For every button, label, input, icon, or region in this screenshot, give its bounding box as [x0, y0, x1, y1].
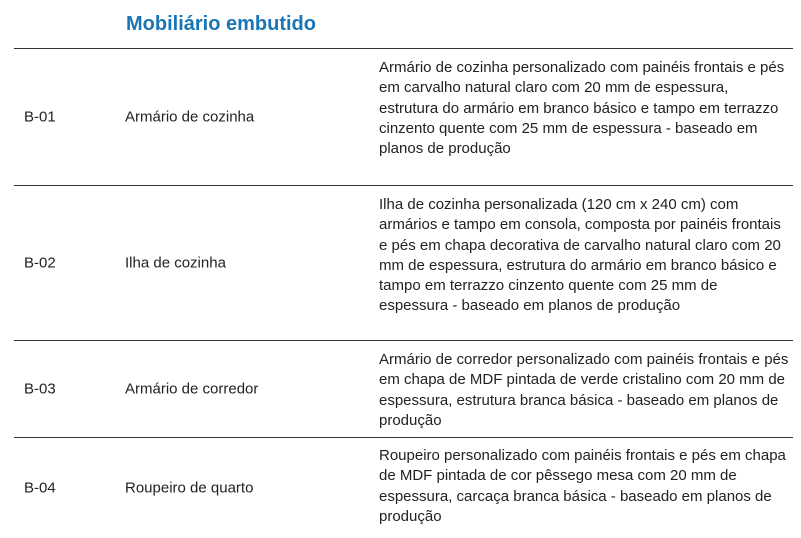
item-description: Ilha de cozinha personalizada (120 cm x 240 cm) com armários e tampo em consola, composta por painéis frontais e pés em chapa decorativa de carvalho natural claro com 20 mm de espessura, estrutura do armário em branco básico e tampo em terrazzo cinzento quente com 25 mm de espessura - baseado em planos de produção — [379, 196, 781, 315]
item-code: B-03 — [24, 380, 56, 398]
furniture-table — [14, 48, 793, 538]
item-description: Roupeiro personalizado com painéis frontais e pés em chapa de MDF pintada de cor pêssego mesa com 20 mm de espessura, carcaça branca básica - baseado em planos de produção — [379, 447, 786, 525]
item-name: Ilha de cozinha — [125, 254, 226, 272]
item-name: Roupeiro de quarto — [125, 479, 254, 497]
table-row — [14, 186, 793, 341]
item-code: B-01 — [24, 108, 56, 126]
item-code: B-04 — [24, 479, 56, 497]
item-name: Armário de corredor — [125, 380, 259, 398]
table-row — [14, 49, 793, 186]
item-code: B-02 — [24, 254, 56, 272]
page-title: Mobiliário embutido — [126, 13, 316, 35]
item-name: Armário de cozinha — [125, 108, 255, 126]
table-row — [14, 438, 793, 538]
item-description: Armário de cozinha personalizado com painéis frontais e pés em carvalho natural claro com 20 mm de espessura, estrutura do armário em branco básico e tampo em terrazzo cinzento quente com 25 mm de espessura - baseado em planos de produção — [379, 59, 785, 158]
item-description: Armário de corredor personalizado com painéis frontais e pés em chapa de MDF pintada de verde cristalino com 20 mm de espessura, estrutura branca básica - baseado em planos de produção — [379, 351, 789, 429]
table-row — [14, 341, 793, 438]
